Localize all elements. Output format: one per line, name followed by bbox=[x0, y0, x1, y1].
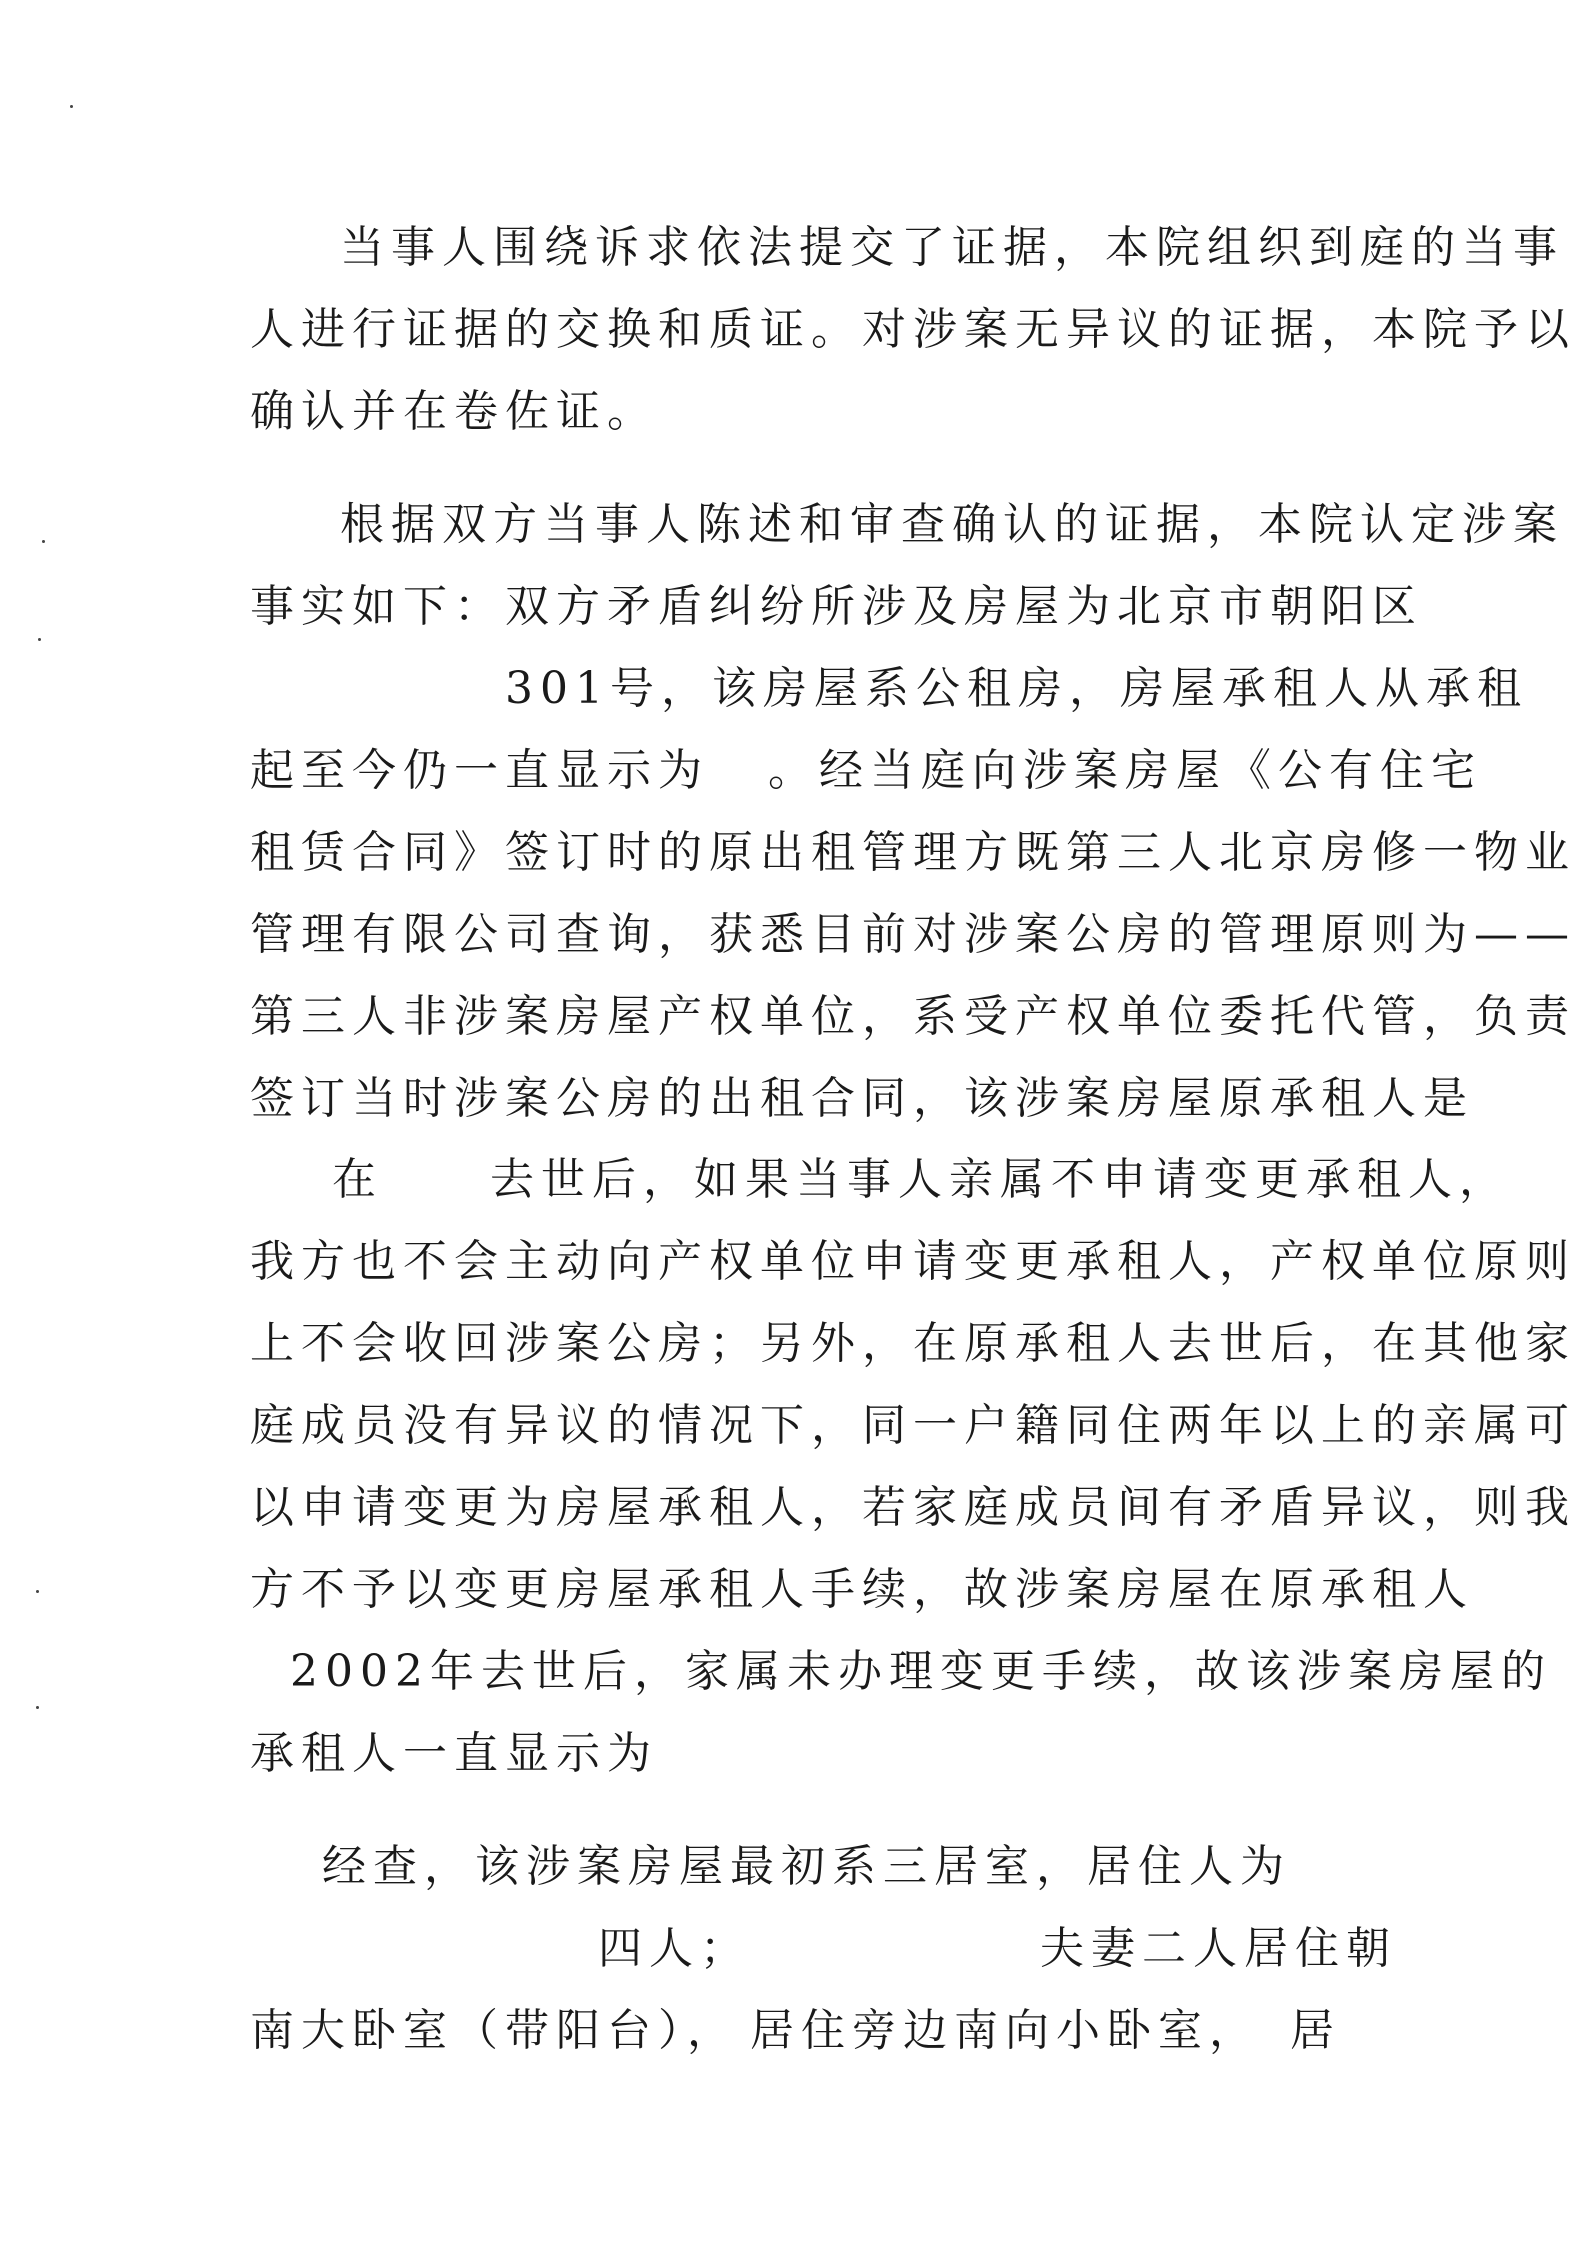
scan-speck bbox=[70, 105, 73, 108]
text-line: 以申请变更为房屋承租人，若家庭成员间有矛盾异议，则我 bbox=[250, 1482, 1576, 1533]
text-line: 当事人围绕诉求依法提交了证据，本院组织到庭的当事 bbox=[340, 222, 1564, 273]
text-line: 第三人非涉案房屋产权单位，系受产权单位委托代管，负责 bbox=[250, 991, 1576, 1042]
scan-speck bbox=[38, 638, 41, 641]
text-line: 居 bbox=[1290, 2005, 1341, 2056]
text-line: 2002年去世后，家属未办理变更手续，故该涉案房屋的 bbox=[290, 1646, 1552, 1697]
text-line: 在 bbox=[332, 1154, 383, 1205]
text-line: 签订当时涉案公房的出租合同，该涉案房屋原承租人是 bbox=[250, 1073, 1474, 1124]
scan-speck bbox=[36, 1706, 39, 1709]
scan-speck bbox=[36, 1590, 39, 1593]
text-line: 居住旁边南向小卧室， bbox=[750, 2005, 1260, 2056]
text-line: 庭成员没有异议的情况下，同一户籍同住两年以上的亲属可 bbox=[250, 1400, 1576, 1451]
text-line: 方不予以变更房屋承租人手续，故涉案房屋在原承租人 bbox=[250, 1564, 1474, 1615]
text-line: 南大卧室（带阳台）， bbox=[250, 2005, 738, 2056]
text-line: 四人； bbox=[598, 1923, 751, 1974]
text-line: 上不会收回涉案公房；另外，在原承租人去世后，在其他家 bbox=[250, 1318, 1576, 1369]
text-line: 租赁合同》签订时的原出租管理方既第三人北京房修一物业 bbox=[250, 827, 1576, 878]
text-line: 根据双方当事人陈述和审查确认的证据，本院认定涉案 bbox=[340, 499, 1564, 550]
text-line: 经查，该涉案房屋最初系三居室，居住人为 bbox=[322, 1841, 1291, 1892]
scan-speck bbox=[42, 540, 45, 543]
text-line: 去世后，如果当事人亲属不申请变更承租人， bbox=[490, 1154, 1510, 1205]
text-line: 。经当庭向涉案房屋《公有住宅 bbox=[768, 745, 1482, 796]
text-line: 人进行证据的交换和质证。对涉案无异议的证据，本院予以 bbox=[250, 304, 1576, 355]
text-line: 管理有限公司查询，获悉目前对涉案公房的管理原则为—— bbox=[250, 909, 1576, 960]
text-line: 确认并在卷佐证。 bbox=[250, 386, 658, 437]
text-line: 夫妻二人居住朝 bbox=[1040, 1923, 1397, 1974]
text-line: 我方也不会主动向产权单位申请变更承租人，产权单位原则 bbox=[250, 1236, 1576, 1287]
text-line: 承租人一直显示为 bbox=[250, 1728, 658, 1779]
text-line: 事实如下：双方矛盾纠纷所涉及房屋为北京市朝阳区 bbox=[250, 581, 1423, 632]
text-line: 301号，该房屋系公租房，房屋承租人从承租 bbox=[505, 663, 1528, 714]
text-line: 起至今仍一直显示为 bbox=[250, 745, 709, 796]
